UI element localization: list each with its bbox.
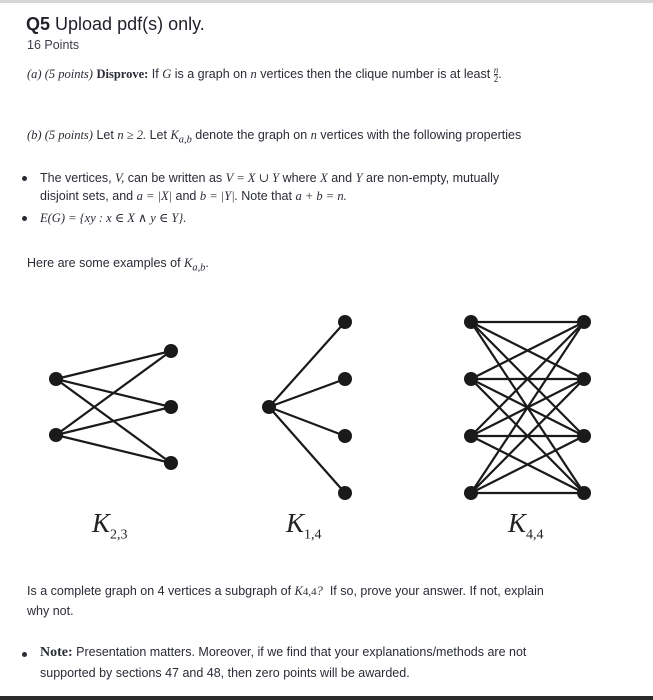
graph-vertex — [577, 429, 591, 443]
label-sub: 4,4 — [526, 527, 544, 543]
k-subscript: a,b — [178, 134, 192, 146]
graph-edge — [56, 351, 171, 379]
graph-vertex — [577, 486, 591, 500]
var-g: G — [162, 66, 172, 81]
label-sub: 1,4 — [304, 527, 322, 543]
graph-edge — [56, 351, 171, 435]
graph-edge — [56, 435, 171, 463]
graph-vertex — [464, 315, 478, 329]
label-k: K — [508, 508, 527, 538]
part-b-text-4: vertices with the following properties — [320, 128, 522, 142]
label-sub: 2,3 — [110, 527, 128, 543]
k-symbol: K — [294, 584, 303, 598]
bullet-text: and — [331, 171, 353, 185]
part-b-text-3: denote the graph on — [195, 128, 308, 142]
note-label: Note: — [40, 645, 73, 660]
part-a-end: . — [498, 66, 502, 81]
graph-vertex — [49, 428, 63, 442]
bullet-text: can be written as — [127, 171, 223, 185]
k44 — [295, 584, 317, 598]
graph-vertex — [338, 486, 352, 500]
note-line-1 — [40, 645, 526, 661]
subgraph-question-line-2: why not. — [27, 604, 74, 618]
b-equation: b = |Y|. — [199, 189, 238, 203]
graph-vertex — [338, 315, 352, 329]
bullet-dot — [22, 176, 27, 181]
k-subscript: 4,4 — [302, 586, 317, 598]
note-text: Presentation matters. Moreover, if we find that your explanations/methods are not — [76, 645, 527, 659]
bullet-text: and — [175, 189, 197, 203]
bottom-border — [0, 696, 653, 700]
graph-vertex — [464, 429, 478, 443]
graph-edge — [56, 407, 171, 435]
label-k: K — [286, 508, 305, 538]
graph-vertex — [338, 372, 352, 386]
bullet-1-line-2 — [40, 189, 347, 204]
condition-n: n ≥ 2. — [117, 128, 147, 142]
part-a-text-1: If — [151, 66, 159, 81]
a-equation: a = |X| — [136, 189, 173, 203]
var-v: V, — [115, 171, 125, 185]
graph-label-k14 — [286, 508, 322, 543]
union-equation: V = X ∪ Y — [225, 171, 280, 185]
subgraph-question — [27, 584, 544, 599]
top-border — [0, 0, 653, 3]
bipartite-graphs-figure — [24, 296, 620, 554]
bullet-dot — [22, 652, 27, 657]
bullet-text: where — [282, 171, 317, 185]
graph-vertex — [338, 429, 352, 443]
graph-label-k23 — [92, 508, 128, 543]
bullet-2-edge-set: E(G) = {xy : x ∈ X ∧ y ∈ Y}. — [40, 211, 187, 225]
question-number: Q5 — [26, 14, 51, 34]
var-y: Y — [355, 171, 363, 185]
bullet-text: disjoint sets, and — [40, 189, 134, 203]
graph-vertex — [164, 344, 178, 358]
graph-vertex — [577, 315, 591, 329]
k-subscript: a,b — [192, 262, 206, 274]
graph-vertex — [164, 456, 178, 470]
part-a-keyword: Disprove: — [96, 66, 149, 81]
k-symbol: K — [184, 256, 193, 270]
graph-vertex — [49, 372, 63, 386]
graph-label-k44 — [508, 508, 544, 543]
part-b-label: (b) (5 points) — [27, 128, 93, 142]
var-x: X — [320, 171, 328, 185]
part-a — [27, 66, 502, 83]
note-line-2: supported by sections 47 and 48, then zero points will be awarded. — [40, 666, 410, 680]
examples-end: . — [205, 256, 209, 270]
question-text: Is a complete graph on 4 vertices a subgraph of — [27, 584, 292, 598]
part-b-text-1: Let — [96, 128, 114, 142]
graph-vertex — [164, 400, 178, 414]
graph-vertex — [464, 486, 478, 500]
question-points: 16 Points — [27, 38, 80, 52]
graph-edge — [269, 322, 345, 407]
graph-vertex — [577, 372, 591, 386]
question-title — [26, 14, 205, 35]
k-symbol: K — [170, 128, 179, 142]
bullet-dot — [22, 216, 27, 221]
label-k: K — [92, 508, 111, 538]
question-mark: ? — [316, 584, 323, 598]
sum-equation: a + b = n. — [295, 189, 347, 203]
part-a-text-3: vertices then the clique number is at least — [260, 66, 491, 81]
part-b-text-2: Let — [149, 128, 167, 142]
fraction-denominator: 2 — [493, 74, 499, 84]
graph-edge — [269, 407, 345, 493]
question-title-text: Upload pdf(s) only. — [55, 14, 205, 34]
k-ab — [170, 128, 192, 146]
examples-intro — [27, 256, 209, 274]
graph-vertex — [464, 372, 478, 386]
bullet-text: Note that — [241, 189, 292, 203]
examples-text: Here are some examples of — [27, 256, 181, 270]
graph-vertex — [262, 400, 276, 414]
part-a-text-2: is a graph on — [174, 66, 248, 81]
k-ab — [184, 256, 206, 274]
bullet-1-line-1 — [40, 170, 499, 186]
fraction-numerator: n — [493, 65, 499, 75]
part-b — [27, 128, 521, 146]
var-n: n — [310, 128, 317, 142]
part-a-label: (a) (5 points) — [27, 66, 93, 81]
bullet-text: are non-empty, mutually — [366, 171, 500, 185]
var-n: n — [250, 66, 257, 81]
question-text: If so, prove your answer. If not, explain — [329, 584, 544, 598]
bullet-text: The vertices, — [40, 171, 112, 185]
